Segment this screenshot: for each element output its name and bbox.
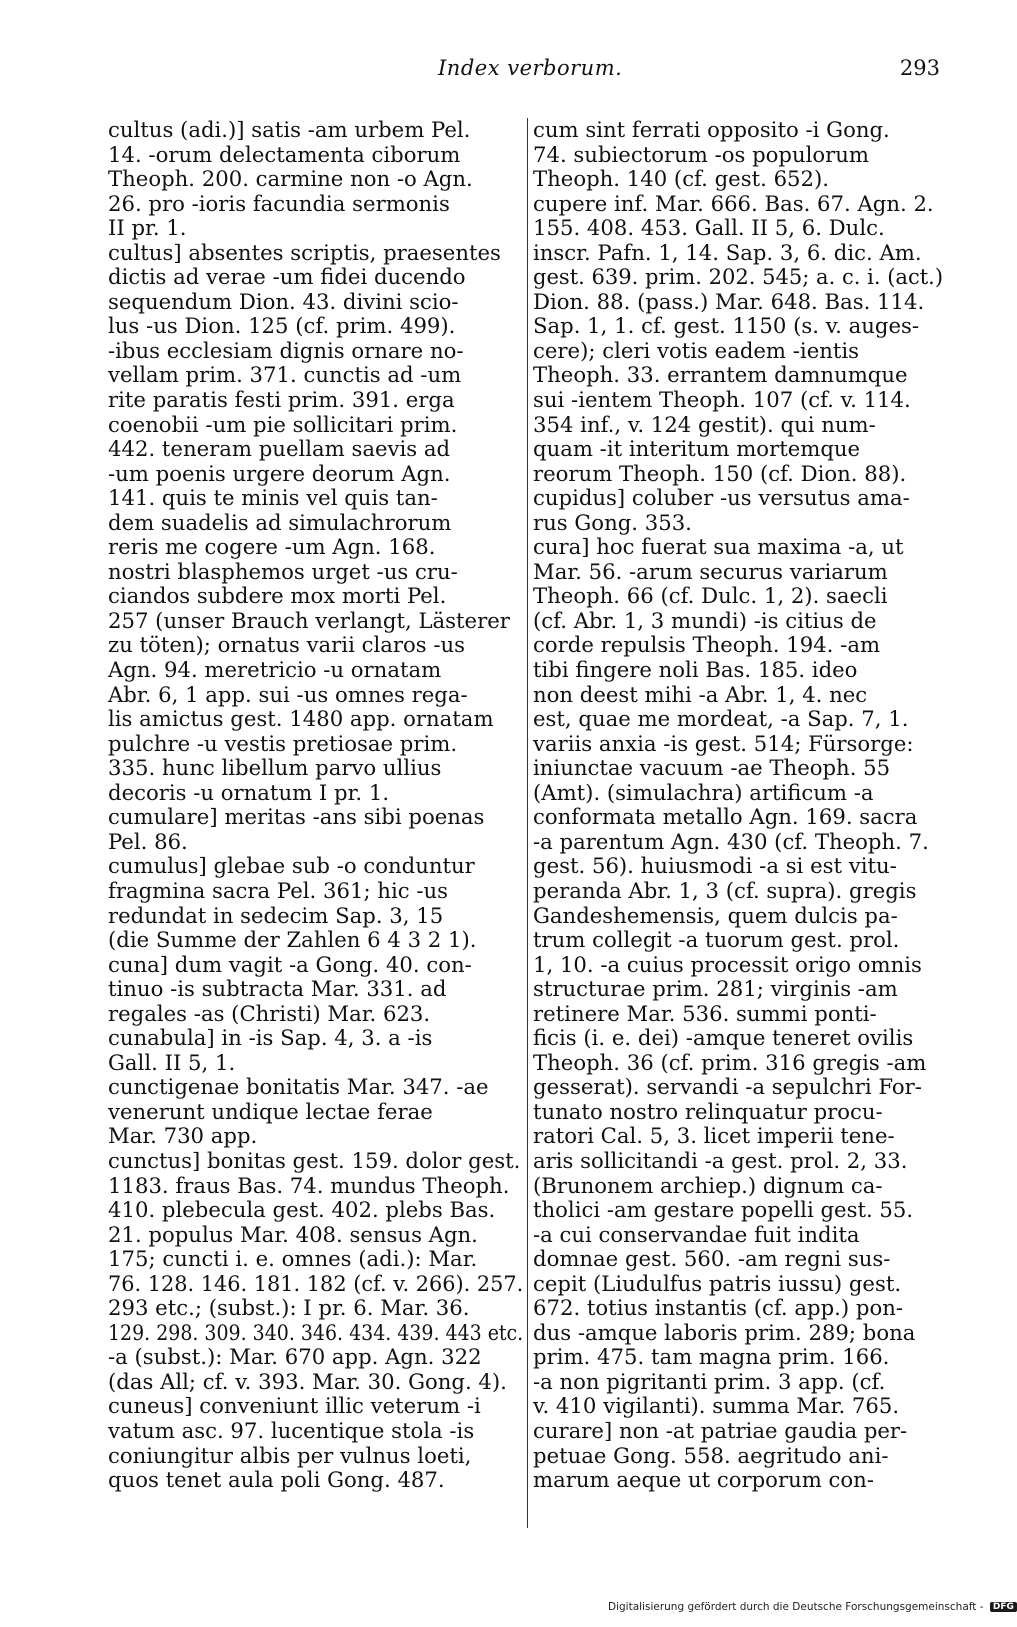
index-line: aris sollicitandi -a gest. prol. 2, 33. xyxy=(533,1147,908,1173)
index-line: dictis ad verae -um fidei ducendo xyxy=(108,264,466,290)
index-line: 410. plebecula gest. 402. plebs Bas. xyxy=(108,1197,496,1223)
page-number: 293 xyxy=(899,56,940,80)
index-line: peranda Abr. 1, 3 (cf. supra). gregis xyxy=(533,877,917,903)
index-line: cura] hoc fuerat sua maxima -a, ut xyxy=(533,534,904,560)
index-line: Pel. 86. xyxy=(108,828,188,854)
index-line: (Amt). (simulachra) artificum -a xyxy=(533,779,874,805)
index-line: Theoph. 200. carmine non -o Agn. xyxy=(108,166,473,192)
index-line: Sap. 1, 1. cf. gest. 1150 (s. v. auges- xyxy=(533,313,920,339)
index-line: Gall. II 5, 1. xyxy=(108,1049,236,1075)
index-line: est, quae me mordeat, -a Sap. 7, 1. xyxy=(533,706,909,732)
index-line: structurae prim. 281; virginis -am xyxy=(533,976,898,1002)
left-column xyxy=(108,118,523,1493)
index-line: venerunt undique lectae ferae xyxy=(108,1098,433,1124)
index-line: tunato nostro relinquatur procu- xyxy=(533,1098,883,1124)
index-line: conformata metallo Agn. 169. sacra xyxy=(533,804,918,830)
index-line: Theoph. 66 (cf. Dulc. 1, 2). saecli xyxy=(533,583,888,609)
index-line: tinuo -is subtracta Mar. 331. ad xyxy=(108,976,447,1002)
index-line: -a (subst.): Mar. 670 app. Agn. 322 xyxy=(108,1344,482,1370)
index-line: curare] non -at patriae gaudia per- xyxy=(533,1417,908,1443)
index-line: Abr. 6, 1 app. sui -us omnes rega- xyxy=(108,681,468,707)
index-line: cultus] absentes scriptis, praesentes xyxy=(108,239,501,265)
index-line: rus Gong. 353. xyxy=(533,509,692,535)
index-line: 442. teneram puellam saevis ad xyxy=(108,436,451,462)
index-line: 74. subiectorum -os populorum xyxy=(533,141,870,167)
index-line: -a parentum Agn. 430 (cf. Theoph. 7. xyxy=(533,828,929,854)
index-line: 21. populus Mar. 408. sensus Agn. xyxy=(108,1221,478,1247)
index-line: Mar. 730 app. xyxy=(108,1123,258,1149)
right-column xyxy=(533,118,943,1493)
index-line: inscr. Pafn. 1, 14. Sap. 3, 6. dic. Am. xyxy=(533,239,922,265)
index-line: 175; cuncti i. e. omnes (adi.): Mar. xyxy=(108,1246,478,1272)
index-line: Mar. 56. -arum securus variarum xyxy=(533,558,888,584)
index-line: 293 etc.; (subst.): I pr. 6. Mar. 36. xyxy=(108,1295,470,1321)
index-line: Theoph. 33. errantem damnumque xyxy=(533,362,908,388)
footer-credit xyxy=(608,1601,1017,1621)
index-line: Dion. 88. (pass.) Mar. 648. Bas. 114. xyxy=(533,288,925,314)
index-line: 1183. fraus Bas. 74. mundus Theoph. xyxy=(108,1172,510,1198)
index-line: ratori Cal. 5, 3. licet imperii tene- xyxy=(533,1123,895,1149)
index-line: cupere inf. Mar. 666. Bas. 67. Agn. 2. xyxy=(533,190,934,216)
dfg-logo: DFG xyxy=(990,1602,1017,1612)
index-line: -um poenis urgere deorum Agn. xyxy=(108,460,451,486)
index-line: gesserat). servandi -a sepulchri For- xyxy=(533,1074,922,1100)
index-line: lis amictus gest. 1480 app. ornatam xyxy=(108,706,494,732)
index-line: 335. hunc libellum parvo ullius xyxy=(108,755,442,781)
index-line: cum sint ferrati opposito -i Gong. xyxy=(533,117,890,142)
index-line: cuna] dum vagit -a Gong. 40. con- xyxy=(108,951,472,977)
index-line: 1, 10. -a cuius processit origo omnis xyxy=(533,951,922,977)
index-line: reorum Theoph. 150 (cf. Dion. 88). xyxy=(533,460,907,486)
index-line: 155. 408. 453. Gall. II 5, 6. Dulc. xyxy=(533,215,885,241)
index-line: vellam prim. 371. cunctis ad -um xyxy=(108,362,462,388)
index-line: cepit (Liudulfus patris iussu) gest. xyxy=(533,1270,902,1296)
index-line: -ibus ecclesiam dignis ornare no- xyxy=(108,337,464,363)
index-line: (das All; cf. v. 393. Mar. 30. Gong. 4). xyxy=(108,1368,507,1394)
index-line: redundat in sedecim Sap. 3, 15 xyxy=(108,902,444,928)
page-header xyxy=(0,56,1000,88)
index-line: retinere Mar. 536. summi ponti- xyxy=(533,1000,877,1026)
footer-text: Digitalisierung gefördert durch die Deutsche Forschungsgemeinschaft - xyxy=(608,1601,984,1613)
index-line: dem suadelis ad simulachrorum xyxy=(108,509,452,535)
index-line: marum aeque ut corporum con- xyxy=(533,1467,874,1493)
index-line: non deest mihi -a Abr. 1, 4. nec xyxy=(533,681,868,707)
index-line: cunctus] bonitas gest. 159. dolor gest. xyxy=(108,1147,521,1173)
index-line: 257 (unser Brauch verlangt, Lästerer xyxy=(108,607,510,633)
index-line: quam -it interitum mortemque xyxy=(533,436,861,462)
index-line: cumulare] meritas -ans sibi poenas xyxy=(108,804,485,830)
index-line: (die Summe der Zahlen 6 4 3 2 1). xyxy=(108,927,477,953)
index-line: cere); cleri votis eadem -ientis xyxy=(533,337,860,363)
index-line: 354 inf., v. 124 gestit). qui num- xyxy=(533,411,876,437)
index-line: 141. quis te minis vel quis tan- xyxy=(108,485,438,511)
index-line: tholici -am gestare popelli gest. 55. xyxy=(533,1197,914,1223)
index-line: fragmina sacra Pel. 361; hic -us xyxy=(108,877,449,903)
index-line: cumulus] glebae sub -o conduntur xyxy=(108,853,475,879)
index-line: cunctigenae bonitatis Mar. 347. -ae xyxy=(108,1074,489,1100)
index-line: ficis (i. e. dei) -amque teneret ovilis xyxy=(533,1025,914,1051)
index-line: Theoph. 140 (cf. gest. 652). xyxy=(533,166,830,192)
index-line: coenobii -um pie sollicitari prim. xyxy=(108,411,458,437)
index-line: tibi fingere noli Bas. 185. ideo xyxy=(533,657,858,683)
index-line: 129. 298. 309. 340. 346. 434. 439. 443 etc. xyxy=(108,1319,524,1345)
index-line: -a cui conservandae fuit indita xyxy=(533,1221,860,1247)
index-line: II pr. 1. xyxy=(108,215,187,241)
index-line: nostri blasphemos urget -us cru- xyxy=(108,558,458,584)
index-line: domnae gest. 560. -am regni sus- xyxy=(533,1246,891,1272)
index-line: trum collegit -a tuorum gest. prol. xyxy=(533,927,900,953)
index-line: iniunctae vacuum -ae Theoph. 55 xyxy=(533,755,891,781)
running-title: Index verborum. xyxy=(438,56,623,80)
index-line: 26. pro -ioris facundia sermonis xyxy=(108,190,450,216)
index-line: petuae Gong. 558. aegritudo ani- xyxy=(533,1442,889,1468)
index-line: decoris -u ornatum I pr. 1. xyxy=(108,779,390,805)
index-line: cultus (adi.)] satis -am urbem Pel. xyxy=(108,117,471,142)
index-line: vatum asc. 97. lucentique stola -is xyxy=(108,1417,475,1443)
index-line: v. 410 vigilanti). summa Mar. 765. xyxy=(533,1393,900,1419)
index-line: Agn. 94. meretricio -u ornatam xyxy=(108,657,442,683)
index-line: ciandos subdere mox morti Pel. xyxy=(108,583,447,609)
index-line: reris me cogere -um Agn. 168. xyxy=(108,534,436,560)
index-line: quos tenet aula poli Gong. 487. xyxy=(108,1467,445,1493)
index-line: zu töten); ornatus varii claros -us xyxy=(108,632,466,658)
index-line: sequendum Dion. 43. divini scio- xyxy=(108,288,459,314)
index-line: (cf. Abr. 1, 3 mundi) -is citius de xyxy=(533,607,877,633)
index-line: variis anxia -is gest. 514; Fürsorge: xyxy=(533,730,914,756)
index-line: cuneus] conveniunt illic veterum -i xyxy=(108,1393,481,1419)
index-line: 14. -orum delectamenta ciborum xyxy=(108,141,461,167)
index-line: pulchre -u vestis pretiosae prim. xyxy=(108,730,458,756)
index-line: cupidus] coluber -us versutus ama- xyxy=(533,485,910,511)
index-line: cunabula] in -is Sap. 4, 3. a -is xyxy=(108,1025,433,1051)
index-line: regales -as (Christi) Mar. 623. xyxy=(108,1000,431,1026)
index-line: dus -amque laboris prim. 289; bona xyxy=(533,1319,916,1345)
index-line: corde repulsis Theoph. 194. -am xyxy=(533,632,881,658)
index-line: 672. totius instantis (cf. app.) pon- xyxy=(533,1295,904,1321)
column-divider xyxy=(527,118,528,1528)
index-line: prim. 475. tam magna prim. 166. xyxy=(533,1344,890,1370)
index-line: Theoph. 36 (cf. prim. 316 gregis -am xyxy=(533,1049,927,1075)
index-line: lus -us Dion. 125 (cf. prim. 499). xyxy=(108,313,456,339)
index-line: Gandeshemensis, quem dulcis pa- xyxy=(533,902,898,928)
index-line: sui -ientem Theoph. 107 (cf. v. 114. xyxy=(533,387,911,413)
index-line: gest. 639. prim. 202. 545; a. c. i. (act.) xyxy=(533,264,944,290)
index-line: 76. 128. 146. 181. 182 (cf. v. 266). 257. xyxy=(108,1270,524,1296)
index-line: coniungitur albis per vulnus loeti, xyxy=(108,1442,472,1468)
index-line: gest. 56). huiusmodi -a si est vitu- xyxy=(533,853,897,879)
index-line: -a non pigritanti prim. 3 app. (cf. xyxy=(533,1368,886,1394)
index-line: rite paratis festi prim. 391. erga xyxy=(108,387,455,413)
index-line: (Brunonem archiep.) dignum ca- xyxy=(533,1172,883,1198)
